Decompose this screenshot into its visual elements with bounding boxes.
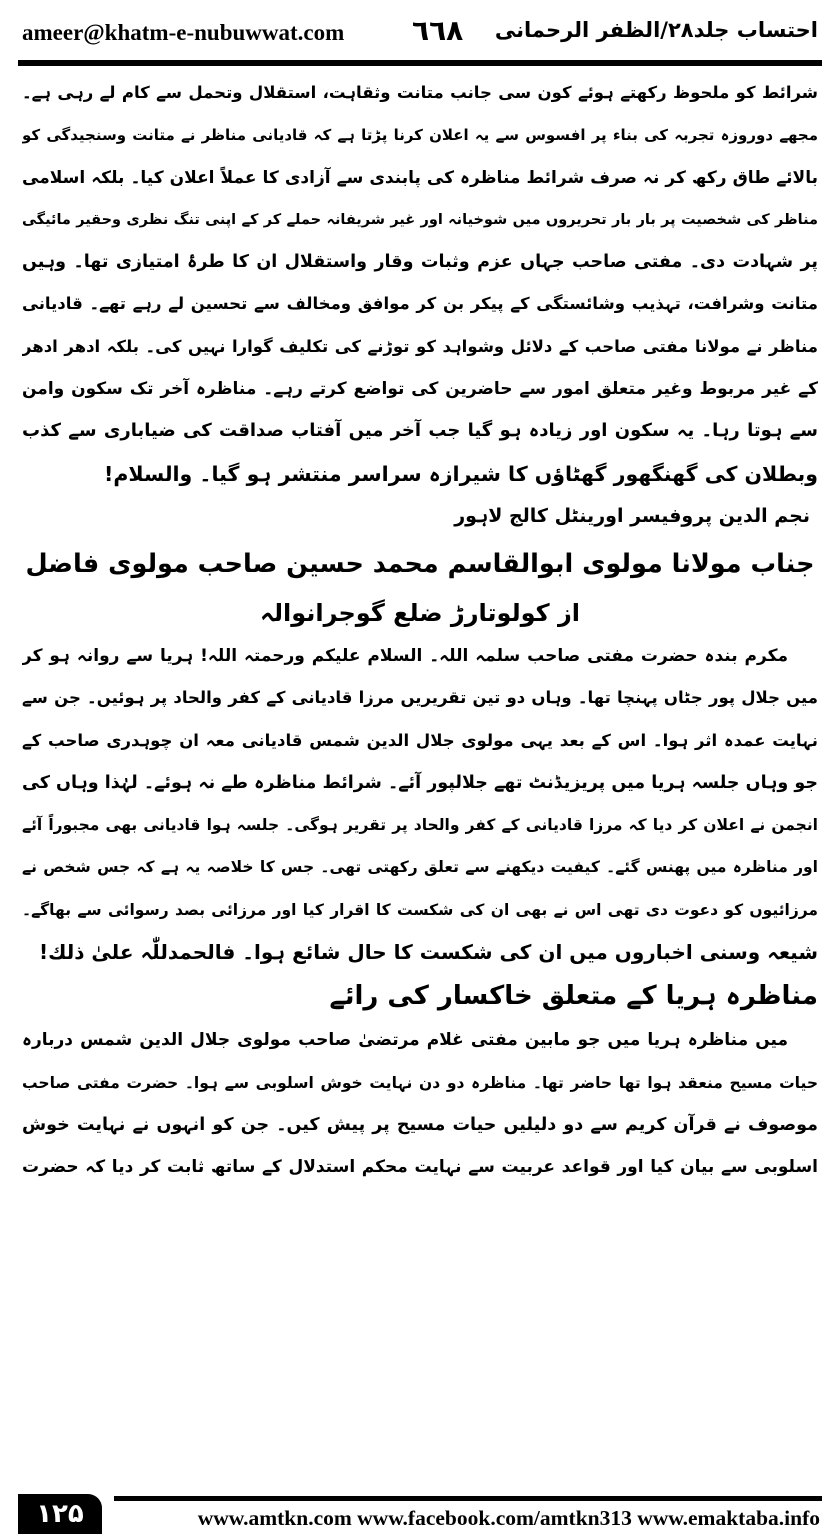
text-line: وبطلان کی گھنگھور گھٹاؤں کا شیرازہ سراسر منتشر ہو گیا۔ والسلام! bbox=[104, 461, 818, 486]
text-line: شرائط کو ملحوظ رکھتے ہوئے کون سی جانب متانت وثقاہت، استقلال وتحمل سے کام لے رہی ہے۔ bbox=[22, 83, 818, 102]
text-line: مجھے دوروزہ تجربہ کی بناء پر افسوس سے یہ اعلان کرنا پڑتا ہے کہ قادیانی مناظر نے متانت وسنجیدگی کو bbox=[22, 126, 818, 145]
section-title: جناب مولانا مولوی ابوالقاسم محمد حسین صاحب مولوی فاضل bbox=[25, 548, 815, 579]
text-line: میں مناظرہ ہریا میں جو مابین مفتی غلام مرتضیٰ صاحب مولوی جلال الدین شمس دربارہ bbox=[22, 1030, 788, 1051]
text-line: نہایت عمدہ اثر ہوا۔ اس کے بعد یہی مولوی جلال الدین شمس قادیانی معہ ان چوہدری صاحب کے bbox=[22, 730, 818, 750]
footer-rule bbox=[114, 1496, 822, 1501]
text-line: اور مناظرہ میں پھنس گئے۔ کیفیت دیکھنے سے تعلق رکھتی تھی۔ جس کا خلاصہ یہ ہے کہ جس شخص نے bbox=[22, 858, 818, 877]
header-email: ameer@khatm-e-nubuwwat.com bbox=[22, 20, 345, 45]
text-line: متانت وشرافت، تہذیب وشائستگی کے پیکر بن کر موافق ومخالف سے تحسین لے رہے تھے۔ قادیانی bbox=[22, 294, 818, 314]
text-line: میں جلال پور جٹاں پہنچا تھا۔ وہاں دو تین تقریریں مرزا قادیانی کے کفر والحاد پر ہوئیں۔ جن سے bbox=[22, 688, 818, 708]
section-subtitle: از کولوتارڑ ضلع گوجرانوالہ bbox=[259, 598, 581, 627]
page-header bbox=[18, 12, 822, 56]
header-page-number: ٦٦٨ bbox=[412, 14, 464, 47]
paragraph-3 bbox=[22, 1019, 818, 1188]
paragraph-2 bbox=[22, 635, 818, 973]
text-line: پر شہادت دی۔ مفتی صاحب جہاں عزم وثبات وقار واستقلال ان کا طرۂ امتیازی تھا۔ وہیں bbox=[22, 252, 818, 273]
text-line: شیعہ وسنی اخباروں میں ان کی شکست کا حال شائع ہوا۔ فالحمدللّٰہ علیٰ ذلك! bbox=[38, 940, 818, 965]
page-footer bbox=[18, 1494, 822, 1536]
text-line: مکرم بندہ حضرت مفتی صاحب سلمہ اللہ۔ السلام علیکم ورحمتہ اللہ! ہریا سے روانہ ہو کر bbox=[22, 645, 788, 666]
text-line: سے ہوتا رہا۔ یہ سکون اور زیادہ ہو گیا جب آخر میں آفتاب صداقت کی ضیاباری سے کذب bbox=[22, 420, 818, 442]
page-body bbox=[22, 72, 818, 1189]
text-line: اسلوبی سے بیان کیا اور قواعد عربیت سے نہایت محکم استدلال کے ساتھ ثابت کر دیا کہ حضرت bbox=[22, 1157, 818, 1178]
text-line: مرزائیوں کو دعوت دی تھی اس نے بھی ان کی شکست کا اقرار کیا اور مرزائی بصد رسوائی سے بھاگے۔ bbox=[22, 900, 818, 919]
header-book-title: احتساب جلد۲۸/الظفر الرحمانی bbox=[494, 18, 818, 42]
footer-folio: ۱۲۵ bbox=[18, 1494, 102, 1534]
footer-links: www.amtkn.com www.facebook.com/amtkn313 www.emaktaba.info bbox=[197, 1506, 820, 1530]
text-line: کے غیر مربوط وغیر متعلق امور سے حاضرین کی تواضع کرتے رہے۔ مناظرہ آخر تک سکون وامن bbox=[22, 379, 818, 400]
text-line: حیات مسیح منعقد ہوا تھا حاضر تھا۔ مناظرہ دو دن نہایت خوش اسلوبی سے ہوا۔ حضرت مفتی صاحب bbox=[22, 1073, 818, 1092]
header-rule bbox=[18, 60, 822, 66]
text-line: انجمن نے اعلان کر دیا کہ مرزا قادیانی کے کفر والحاد پر تقریر ہوگی۔ جلسہ ہوا قادیانی بھی مجبوراً آئے bbox=[22, 816, 818, 835]
subheading: مناظرہ ہریا کے متعلق خاکسار کی رائے bbox=[329, 981, 818, 1012]
text-line: مناظر کی شخصیت پر بار بار تحریروں میں شوخیانہ اور غیر شریفانہ حملے کر کے اپنی تنگ نظری وحقیر مائیگی bbox=[22, 211, 818, 228]
text-line: جو وہاں جلسہ ہریا میں پریزیڈنٹ تھے جلالپور آئے۔ شرائط مناظرہ طے نہ ہوئے۔ لہٰذا وہاں کی bbox=[22, 772, 818, 793]
signature: نجم الدین پروفیسر اورینٹل کالج لاہور bbox=[454, 504, 810, 527]
paragraph-1 bbox=[22, 72, 818, 495]
text-line: مناظر نے مولانا مفتی صاحب کے دلائل وشواہد کو توڑنے کی تکلیف گوارا نہیں کی۔ بلکہ ادھر ادھر bbox=[22, 336, 818, 356]
text-line: موصوف نے قرآن کریم سے دو دلیلیں حیات مسیح پر پیش کیں۔ جن کو انہوں نے نہایت خوش bbox=[22, 1114, 818, 1135]
text-line: بالائے طاق رکھ کر نہ صرف شرائط مناظرہ کی پابندی سے آزادی کا عملاً اعلان کیا۔ بلکہ اسلامی bbox=[22, 167, 818, 188]
